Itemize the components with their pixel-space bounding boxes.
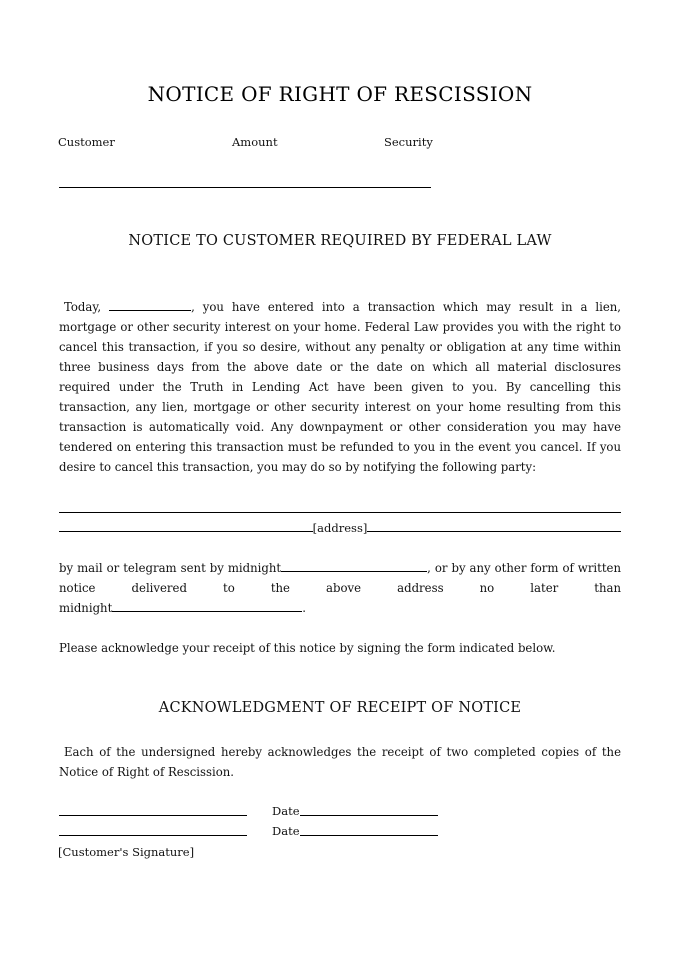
address-line-left[interactable] xyxy=(59,531,313,532)
acknowledge-instruction: Please acknowledge your receipt of this notice by signing the form indicated below. xyxy=(59,641,556,655)
notice-deadline-blank[interactable] xyxy=(112,599,302,612)
customer-signature-label: [Customer's Signature] xyxy=(58,845,195,859)
customer-label: Customer xyxy=(58,135,115,149)
deadline-text-2: , or by any other form of written notice delivered to the above address no later than xyxy=(59,561,621,595)
signature-row-1 xyxy=(59,804,438,818)
signature-line-1[interactable] xyxy=(59,815,247,816)
address-line-right[interactable] xyxy=(367,531,621,532)
signature-row-2 xyxy=(59,824,438,838)
signature-line-2[interactable] xyxy=(59,835,247,836)
date-label-1: Date xyxy=(272,804,300,818)
today-label: Today, xyxy=(64,300,102,314)
deadline-final-line xyxy=(59,598,621,618)
amount-label: Amount xyxy=(232,135,278,149)
document-title: NOTICE OF RIGHT OF RESCISSION xyxy=(147,82,533,106)
today-date-blank[interactable] xyxy=(109,298,191,311)
date-line-1[interactable] xyxy=(300,815,438,816)
deadline-text-1: by mail or telegram sent by midnight xyxy=(59,561,282,575)
notice-body: , you have entered into a transaction which may result in a lien, mortgage or other security interest on your home. Federal Law provides you with the right to cancel this transaction, if you so desire, without any penalty or obligation at any time within three business days from the above date or the date on which all material disclosures required under the Truth in Lending Act have been given to you. By cancelling this transaction, any lien, mortgage or other security interest on your home resulting from this transaction is automatically void. Any downpayment or other consideration you may have tendered on entering this transaction must be refunded to you in the event you cancel. If you desire to cancel this transaction, you may do so by notifying the following party: xyxy=(59,300,621,474)
deadline-paragraph xyxy=(59,558,621,598)
address-label: [address] xyxy=(312,521,368,535)
deadline-text-4: . xyxy=(302,601,306,615)
deadline-text-3: midnight xyxy=(59,601,113,615)
address-row xyxy=(59,519,621,535)
date-label-2: Date xyxy=(272,824,300,838)
section-subtitle: NOTICE TO CUSTOMER REQUIRED BY FEDERAL LAW xyxy=(128,233,552,249)
acknowledgment-body: Each of the undersigned hereby acknowledges the receipt of two completed copies of the Notice of Right of Rescission. xyxy=(59,745,621,779)
security-label: Security xyxy=(384,135,433,149)
acknowledgment-title: ACKNOWLEDGMENT OF RECEIPT OF NOTICE xyxy=(158,700,522,716)
header-fields-line[interactable] xyxy=(59,187,431,188)
notice-paragraph xyxy=(59,297,621,477)
mail-deadline-blank[interactable] xyxy=(281,559,427,572)
party-name-line[interactable] xyxy=(59,512,621,513)
date-line-2[interactable] xyxy=(300,835,438,836)
